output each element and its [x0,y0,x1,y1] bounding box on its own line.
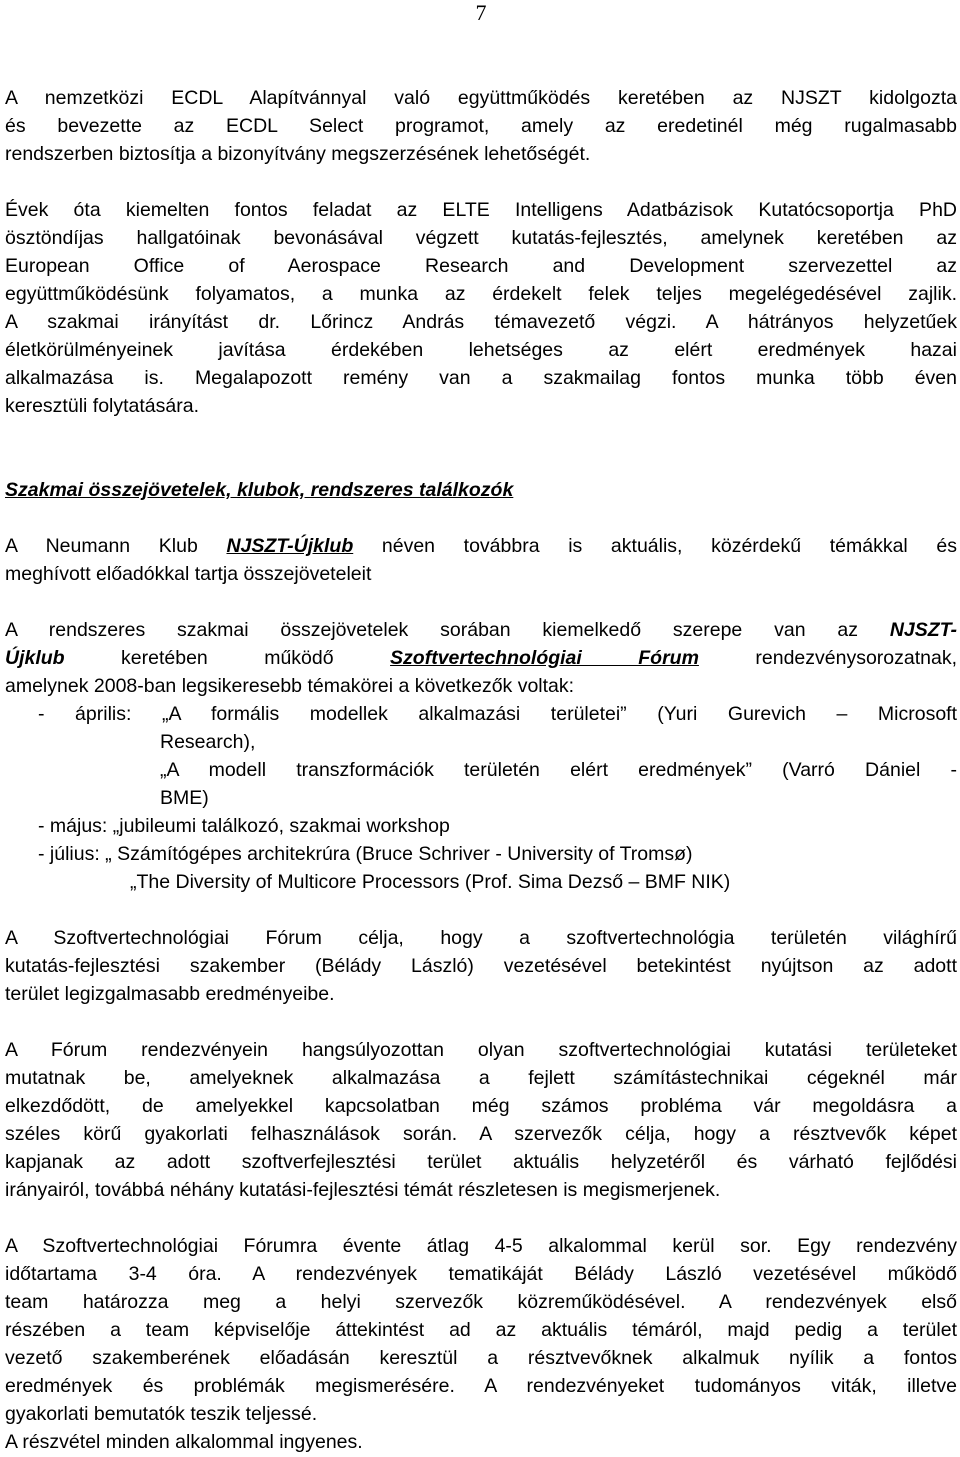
text-run: A rendszeres szakmai összejövetelek sorában kiemelkedő szerepe van az [5,619,890,641]
text-line: együttműködésünk folyamatos, a munka az érdekelt felek teljes megelégedésével zajlik. [5,283,957,305]
text-line: A szakmai irányítást dr. Lőrincz András témavezető végzi. A hátrányos helyzetűek [5,311,957,333]
paragraph-neumann-club [5,532,957,588]
text-line: kutatás-fejlesztési szakember (Bélády László) vezetésével betekintést nyújtson az adott [5,955,957,977]
list-item: „The Diversity of Multicore Processors (Prof. Sima Dezső – BMF NIK) [130,871,731,893]
forum-name: Szoftvertechnológiai Fórum [390,647,699,669]
list-item: „A modell transzformációk területén elért eredmények” (Varró Dániel - [160,759,957,781]
text-line: eredmények és problémák megismerésére. A rendezvényeket tudományos viták, illetve [5,1375,957,1397]
list-item: - július: „ Számítógépes architekrúra (Bruce Schriver - University of Tromsø) [38,843,693,865]
text-line: A Szoftvertechnológiai Fórum célja, hogy a szoftvertechnológia területén világhírű [5,927,957,949]
text-line: meghívott előadókkal tartja összejöveteleit [5,563,372,585]
text-line: A Fórum rendezvényein hangsúlyozottan olyan szoftvertechnológiai kutatási területeket [5,1039,957,1061]
paragraph-forum-goal [5,924,957,1008]
text-line: Évek óta kiemelten fontos feladat az ELTE Intelligens Adatbázisok Kutatócsoportja PhD [5,199,957,221]
text-line [5,532,957,560]
text-line: részében a team képviselője áttekintést ad az aktuális témáról, majd pedig a terület [5,1319,957,1341]
text-line: alkalmazása is. Megalapozott remény van a szakmailag fontos munka több éven [5,367,957,389]
text-line: A részvétel minden alkalommal ingyenes. [5,1431,363,1453]
list-item-continuation: BME) [160,787,209,809]
text-line: és bevezette az ECDL Select programot, amely az eredetinél még rugalmasabb [5,115,957,137]
section-heading [5,476,957,504]
text-line: mutatnak be, amelyeknek alkalmazása a fejlett számítástechnikai cégeknél már [5,1067,957,1089]
page-number: 7 [475,0,487,25]
text-line: időtartama 3-4 óra. A rendezvények tematikáját Bélády László vezetésével működő [5,1263,957,1285]
text-line: keresztüli folytatására. [5,395,200,417]
list-item: - május: „jubileumi találkozó, szakmai workshop [38,815,450,837]
text-run: A Neumann Klub [5,535,227,557]
club-name: Újklub [5,647,65,669]
text-line: életkörülményeinek javítása érdekében lehetséges az elért eredmények hazai [5,339,957,361]
paragraph-ecdl [5,84,957,168]
text-line: vezető szakemberének előadásán keresztül a résztvevőknek alkalmuk nyílik a fontos [5,1347,957,1369]
club-name: NJSZT-Újklub [226,535,354,557]
paragraph-forum-schedule [5,1232,957,1456]
paragraph-elte-research [5,196,957,420]
text-line: amelynek 2008-ban legsikeresebb témakörei a következők voltak: [5,675,575,697]
paragraph-forum-topics [5,616,957,896]
text-run: rendezvénysorozatnak, [698,647,957,669]
club-name: NJSZT- [889,619,957,641]
list-item: - április: „A formális modellek alkalmazási területei” (Yuri Gurevich – Microsoft [38,703,957,725]
text-line: gyakorlati bemutatók teszik teljessé. [5,1403,318,1425]
text-run: néven továbbra is aktuális, közérdekű témákkal és [353,535,957,557]
text-line: széles körű gyakorlati felhasználások során. A szervezők célja, hogy a résztvevők képet [5,1123,957,1145]
text-line: kapjanak az adott szoftverfejlesztési terület aktuális helyzetéről és várható fejlődési [5,1151,957,1173]
text-line [5,644,957,672]
text-line: rendszerben biztosítja a bizonyítvány megszerzésének lehetőségét. [5,143,591,165]
text-line: team határozza meg a helyi szervezők közreműködésével. A rendezvények első [5,1291,957,1313]
text-line: A Szoftvertechnológiai Fórumra évente átlag 4-5 alkalommal kerül sor. Egy rendezvény [5,1235,957,1257]
text-line: irányairól, továbbá néhány kutatási-fejlesztési témát részletesen is megismerjenek. [5,1179,721,1201]
text-line: ösztöndíjas hallgatóinak bevonásával végzett kutatás-fejlesztés, amelynek keretében az [5,227,957,249]
text-line: terület legizgalmasabb eredményeibe. [5,983,335,1005]
section-heading-text: Szakmai összejövetelek, klubok, rendszeres találkozók [5,479,514,501]
text-line: A nemzetközi ECDL Alapítvánnyal való együttműködés keretében az NJSZT kidolgozta [5,87,957,109]
text-line: European Office of Aerospace Research and Development szervezettel az [5,255,957,277]
text-line: elkezdődött, de amelyekkel kapcsolatban még számos probléma vár megoldásra a [5,1095,957,1117]
list-item-continuation: Research), [160,731,256,753]
paragraph-forum-events [5,1036,957,1204]
text-line [5,616,957,644]
text-run: keretében működő [64,647,391,669]
